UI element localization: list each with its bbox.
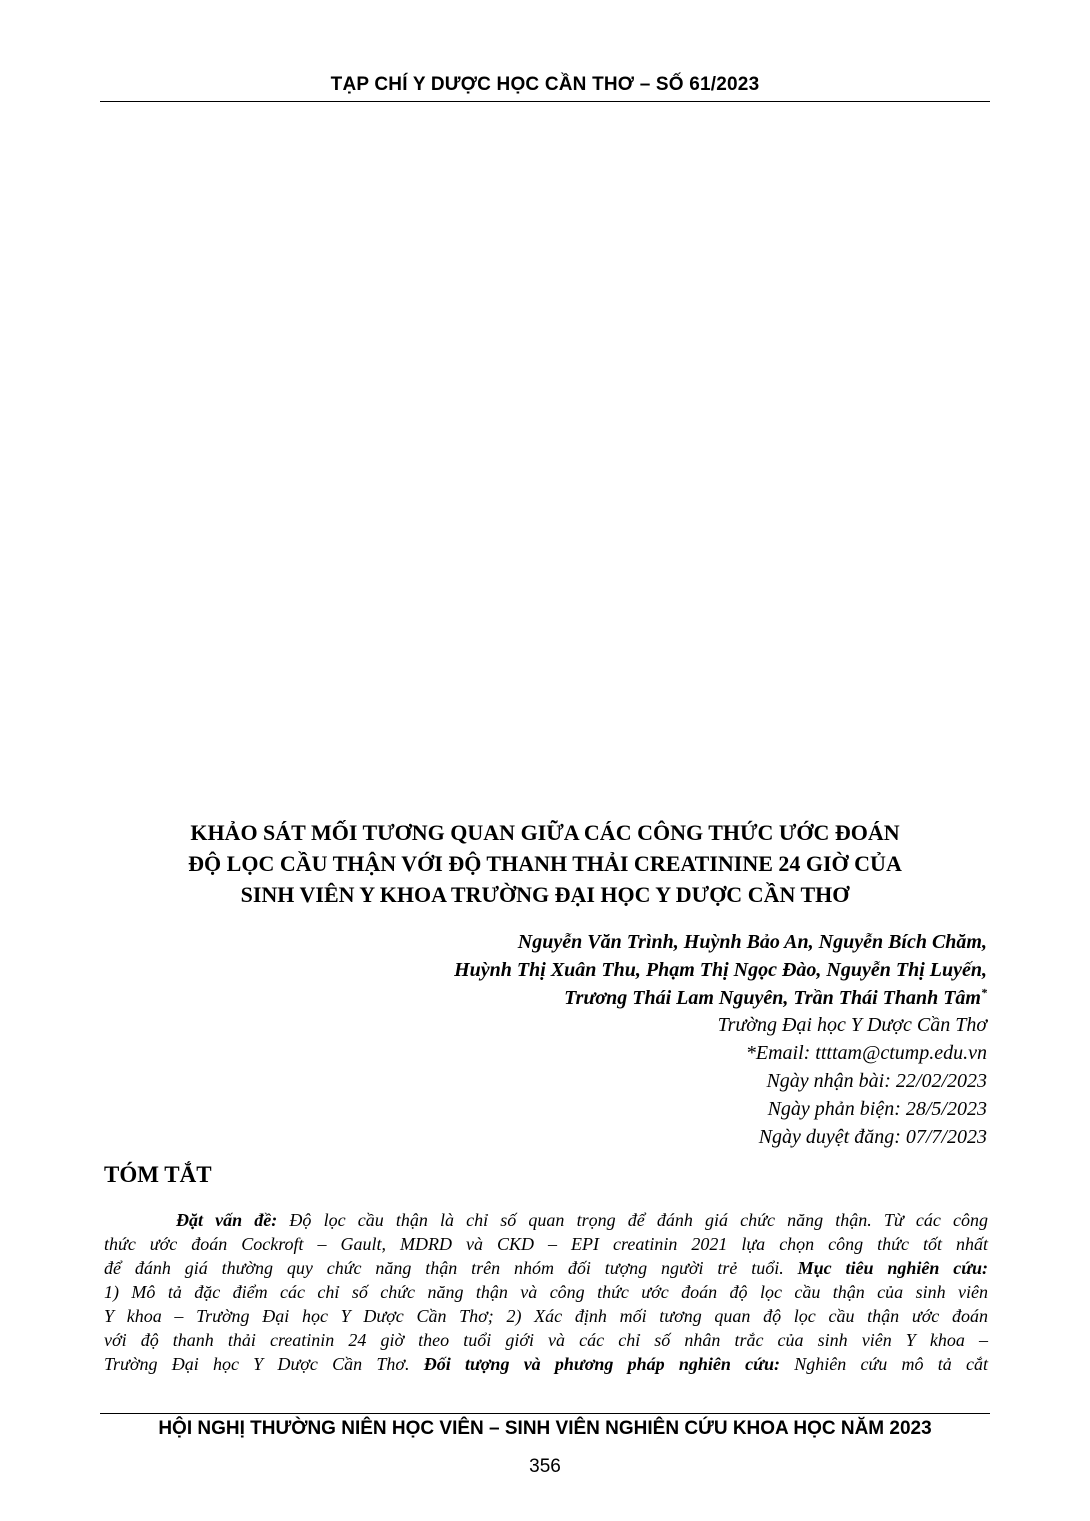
title-line-2: ĐỘ LỌC CẦU THẬN VỚI ĐỘ THANH THẢI CREATININE 24 GIỜ CỦA [188,851,902,876]
title-line-3: SINH VIÊN Y KHOA TRƯỜNG ĐẠI HỌC Y DƯỢC CẦN THƠ [240,882,850,907]
page-number: 356 [529,1456,561,1477]
background-label: Đặt vấn đề: [176,1210,278,1230]
abstract-line-5: Y khoa – Trường Đại học Y Dược Cần Thơ; 2) Xác định mối tương quan độ lọc cầu thận ước đoán [104,1306,988,1326]
corresponding-mark: * [981,985,987,1000]
methods-label: Đối tượng và phương pháp nghiên cứu: [423,1354,780,1374]
author-line-2: Huỳnh Thị Xuân Thu, Phạm Thị Ngọc Đào, Nguyễn Thị Luyến, [454,959,987,981]
abstract-line-6: với độ thanh thải creatinin 24 giờ theo tuổi giới và các chỉ số nhân trắc của sinh viên Y khoa – [104,1330,988,1350]
objective-label: Mục tiêu nghiên cứu: [797,1258,988,1278]
abstract-line-7-tail: Nghiên cứu mô tả cắt [779,1354,988,1374]
conference-footer: HỘI NGHỊ THƯỜNG NIÊN HỌC VIÊN – SINH VIÊN NGHIÊN CỨU KHOA HỌC NĂM 2023 [158,1418,932,1439]
abstract-line-3 [104,1256,988,1280]
abstract-line-4: 1) Mô tả đặc điểm các chỉ số chức năng thận và công thức ước đoán độ lọc cầu thận của sinh viên [104,1282,988,1302]
abstract-heading: TÓM TẮT [104,1162,212,1187]
abstract-line-2: thức ước đoán Cockroft – Gault, MDRD và CKD – EPI creatinin 2021 lựa chọn công thức tốt nhất [104,1234,988,1254]
header-divider [100,101,990,102]
abstract-line-3-text: để đánh giá thường quy chức năng thận trên nhóm đối tượng người trẻ tuổi. [104,1258,798,1278]
author-line-3 [454,984,987,1012]
author-line-3-text: Trương Thái Lam Nguyên, Trần Thái Thanh Tâm [564,987,981,1009]
abstract-line-7 [104,1352,988,1376]
journal-header: TẠP CHÍ Y DƯỢC HỌC CẦN THƠ – SỐ 61/2023 [330,74,760,95]
abstract-body [104,1208,988,1376]
date-received: Ngày nhận bài: 22/02/2023 [766,1070,987,1092]
author-line-1: Nguyễn Văn Trình, Huỳnh Bảo An, Nguyễn Bích Chăm, [517,931,987,953]
abstract-line-1-text: Độ lọc cầu thận là chỉ số quan trọng để đánh giá chức năng thận. Từ các công [277,1210,988,1230]
title-line-1: KHẢO SÁT MỐI TƯƠNG QUAN GIỮA CÁC CÔNG THỨC ƯỚC ĐOÁN [190,820,900,845]
abstract-line-7-text: Trường Đại học Y Dược Cần Thơ. [104,1354,424,1374]
date-accepted: Ngày duyệt đăng: 07/7/2023 [758,1126,987,1148]
date-reviewed: Ngày phản biện: 28/5/2023 [767,1098,987,1120]
affiliation-block [718,1011,987,1151]
article-title [100,817,990,910]
abstract-line-1 [104,1208,988,1232]
email: *Email: ttttam@ctump.edu.vn [745,1042,987,1064]
footer-divider [100,1413,990,1414]
affiliation: Trường Đại học Y Dược Cần Thơ [717,1014,987,1036]
author-list [454,928,987,1012]
